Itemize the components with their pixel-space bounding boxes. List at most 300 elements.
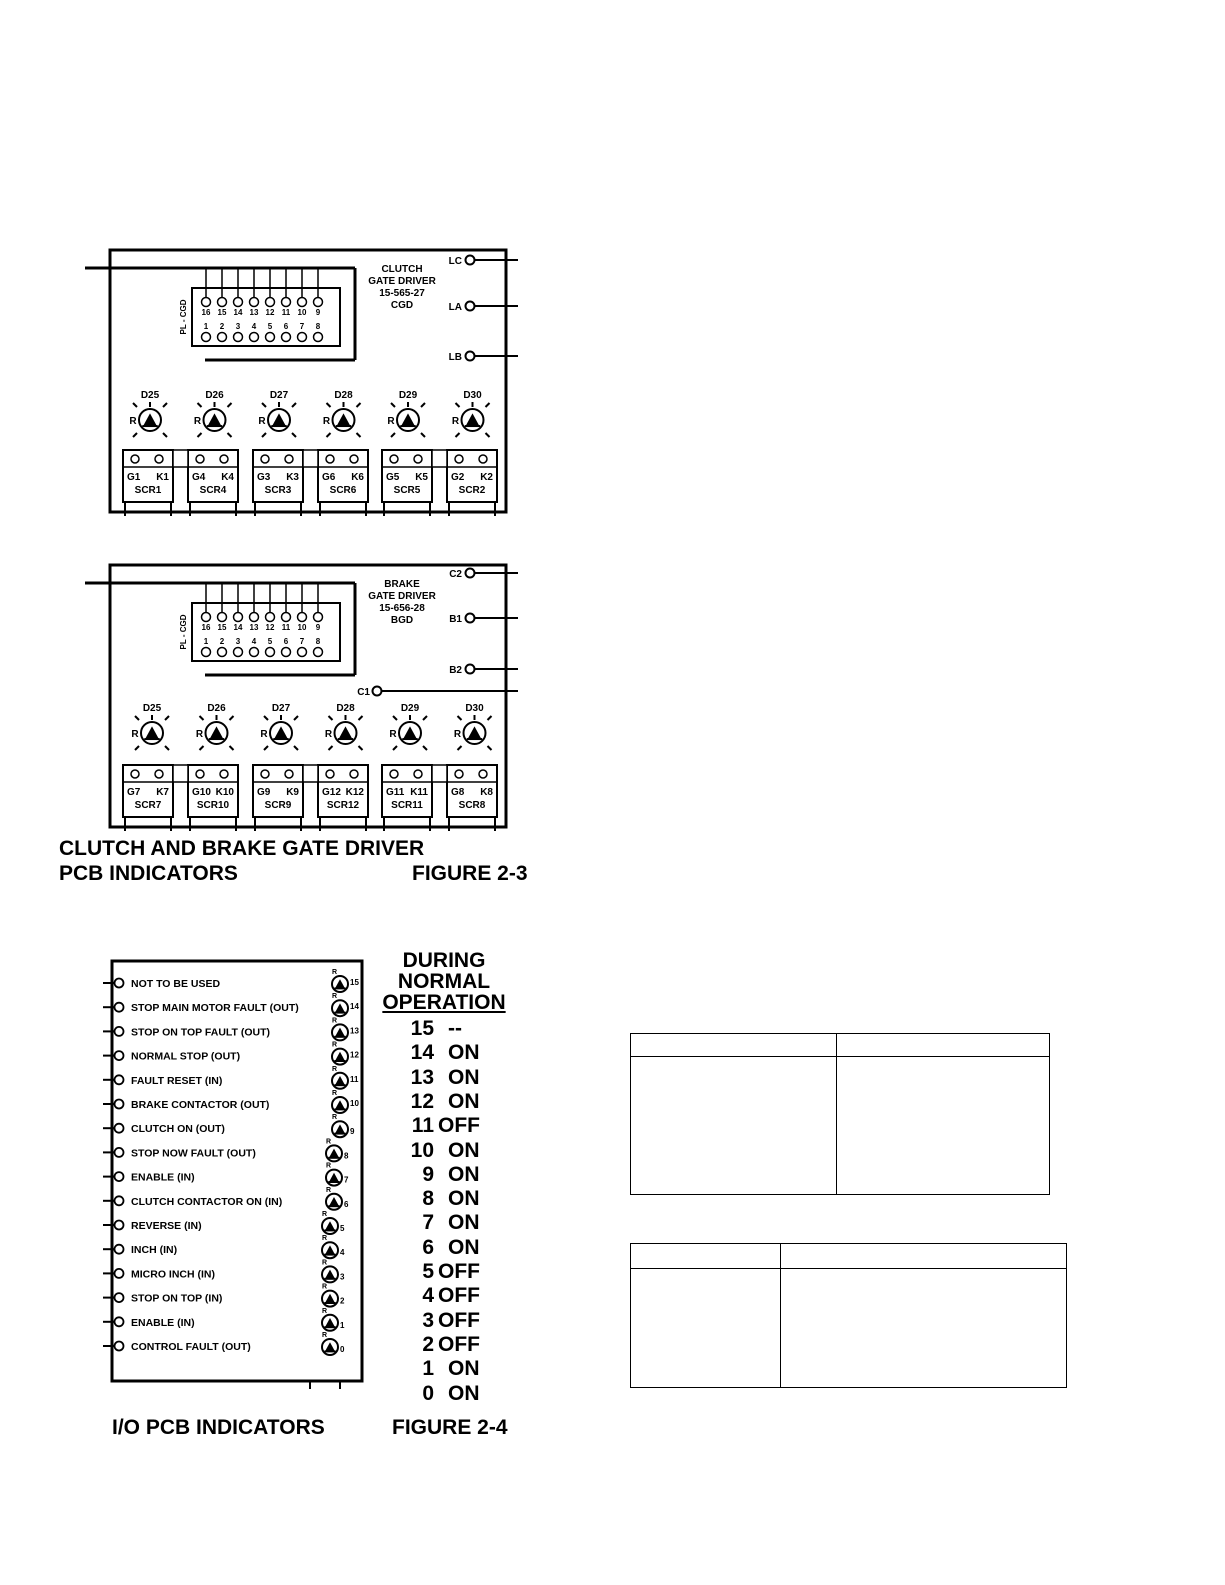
pin-bottom-label: 1 [203,322,209,331]
io-led [332,1073,348,1089]
brake-gate-driver-diagram [0,555,560,840]
diode-led [270,722,292,744]
state-number: 14 [410,1041,434,1065]
scr-cathode-label: K3 [286,472,299,483]
io-led [322,1315,338,1331]
terminal-label: C1 [357,687,370,698]
diode-led [206,722,228,744]
scr-name-label: SCR7 [134,800,162,811]
pin-bottom-label: 7 [299,637,305,646]
diode-led [399,722,421,744]
state-row [400,1114,510,1138]
diode-led [141,722,163,744]
pin-top-label: 14 [233,308,243,317]
pin-top [282,298,291,307]
io-led-number: 7 [344,1175,349,1185]
figure-2-3-title [59,836,424,886]
io-led-r: R [322,1283,328,1291]
io-terminal [115,1221,124,1230]
scr-cathode-label: K6 [351,472,364,483]
pin-top-label: 15 [217,623,227,632]
state-number: 7 [422,1211,434,1235]
empty-table-2-header [631,1244,1066,1269]
scr-block [188,765,238,831]
state-row [400,1260,510,1284]
state-row [400,1284,510,1308]
diode-led [204,409,226,431]
io-signal-label: STOP ON TOP (IN) [131,1292,223,1305]
board-title-line: 15-565-27 [379,288,425,299]
normal-operation-heading [378,950,510,1013]
io-led-r: R [332,1090,338,1097]
scr-cathode-label: K8 [480,787,493,798]
scr-gate-label: G8 [451,787,465,798]
state-row [400,1382,510,1406]
io-signal-label: STOP ON TOP FAULT (OUT) [131,1026,271,1039]
scr-block [253,765,303,831]
io-signal-label: FAULT RESET (IN) [131,1074,223,1087]
io-led-r: R [332,969,338,976]
board-title-line: 15-656-28 [379,603,425,614]
io-signal-label: STOP NOW FAULT (OUT) [131,1147,256,1160]
io-signal-label: STOP MAIN MOTOR FAULT (OUT) [131,1002,299,1015]
scr-cathode-label: K5 [415,472,428,483]
pin-bottom-label: 3 [235,322,241,331]
io-led [332,1049,348,1065]
diode-r-label: R [258,416,266,427]
scr-gate-label: G10 [192,787,211,798]
scr-block [447,450,497,516]
io-led-number: 2 [340,1296,345,1306]
board-title-line: CLUTCH [381,264,423,275]
board-title-line: CGD [390,300,414,311]
io-terminal [115,1342,124,1351]
pin-bottom [250,648,259,657]
empty-table-2-divider [780,1244,781,1387]
board-title-line: BRAKE [384,579,420,590]
io-pcb-diagram [95,955,375,1395]
io-led [322,1339,338,1355]
clutch-gate-driver-diagram [0,240,560,525]
state-row [400,1090,510,1114]
diode-led [268,409,290,431]
terminal [466,302,475,311]
io-terminal [115,1317,124,1326]
scr-block [123,450,173,516]
pin-bottom-label: 1 [203,637,209,646]
pin-bottom [314,333,323,342]
io-led [332,1097,348,1113]
diode-r-label: R [453,729,462,740]
io-led-r: R [332,1114,338,1122]
state-number: 3 [422,1308,434,1332]
io-terminal [115,1269,124,1278]
state-value: OFF [438,1114,480,1138]
io-led [332,1024,348,1040]
state-value: ON [448,1162,480,1186]
pin-top-label: 12 [265,623,275,632]
state-value: ON [448,1089,480,1113]
scr-block [253,450,303,516]
io-signal-label: NORMAL STOP (OUT) [131,1050,241,1063]
diode-r-label: R [387,416,395,427]
scr-name-label: SCR4 [199,485,227,496]
terminal-label: C2 [449,569,462,580]
terminal-label: LB [448,352,462,363]
scr-block [188,450,238,516]
state-value: ON [448,1381,480,1405]
state-row [400,1309,510,1333]
state-row [400,1211,510,1235]
scr-name-label: SCR12 [326,800,360,811]
pin-bottom-label: 6 [283,637,289,646]
scr-name-label: SCR10 [196,800,230,811]
pin-top [266,613,275,622]
io-led-number: 1 [340,1320,345,1330]
pin-bottom [266,648,275,657]
state-number: 2 [422,1332,434,1356]
io-signal-label: CONTROL FAULT (OUT) [131,1341,251,1353]
scr-gate-label: G12 [322,787,341,798]
io-signal-label: ENABLE (IN) [131,1316,195,1329]
state-value: ON [448,1065,480,1089]
io-led-r: R [326,1162,332,1170]
io-led-number: 9 [350,1127,355,1137]
terminal [466,614,475,623]
pin-bottom-label: 7 [299,322,305,331]
board-title-line: BGD [390,615,414,626]
block-bridge [303,765,318,782]
io-signal-label: ENABLE (IN) [131,1171,195,1184]
diode-r-label: R [322,416,331,427]
io-led-r: R [326,1138,332,1146]
pin-top-label: 11 [281,308,291,317]
terminal-label: LA [448,302,462,313]
pin-bottom [202,333,211,342]
scr-block [382,765,432,831]
scr-gate-label: G6 [322,472,336,483]
io-terminal [115,1196,124,1205]
state-row [400,1333,510,1357]
empty-table-1-header [631,1034,1049,1057]
io-led-number: 0 [340,1345,345,1354]
state-number: 0 [422,1381,434,1405]
heading-line-operation: OPERATION [382,991,506,1014]
io-led-r: R [322,1332,328,1339]
scr-name-label: SCR9 [264,800,292,811]
block-bridge [432,765,447,782]
state-row [400,1163,510,1187]
io-terminal [115,1172,124,1181]
heading-line-normal: NORMAL [397,970,491,993]
io-led [326,1170,342,1186]
pin-top [314,298,323,307]
pin-bottom-label: 5 [267,322,273,331]
figure-2-3-label: FIGURE 2-3 [412,862,528,885]
io-led [332,976,348,992]
io-led-r: R [322,1235,328,1243]
pin-top-label: 10 [297,623,307,632]
pin-top [266,298,275,307]
pin-top [202,613,211,622]
diode-led [397,409,419,431]
diode-label: D26 [207,703,226,714]
io-terminal [115,1051,124,1060]
io-signal-label: NOT TO BE USED [131,978,221,990]
io-led-r: R [332,993,338,1001]
io-led-r: R [326,1186,332,1194]
scr-gate-label: G4 [192,472,206,483]
pin-bottom-label: 5 [267,637,273,646]
state-row [400,1017,510,1041]
scr-block [318,450,368,516]
state-value: ON [448,1041,480,1065]
pin-top [218,613,227,622]
diode-label: D28 [336,703,355,714]
pin-top [298,298,307,307]
diode-led [462,409,484,431]
io-terminal [115,1293,124,1302]
scr-name-label: SCR1 [134,485,162,496]
pin-bottom-label: 2 [219,637,225,646]
scr-name-label: SCR5 [393,485,421,496]
io-led-number: 14 [350,1002,359,1012]
io-terminal [115,1027,124,1036]
diode-label: D25 [142,703,162,714]
scr-block [123,765,173,831]
scr-cathode-label: K9 [286,787,299,798]
diode-label: D26 [205,390,224,401]
diode-label: D29 [398,390,418,401]
terminal [466,256,475,265]
pin-top-label: 13 [249,308,259,317]
empty-table-1 [630,1033,1050,1195]
io-led-number: 15 [350,978,359,987]
pin-bottom-label: 2 [219,322,225,331]
pin-top-label: 9 [315,623,321,632]
io-led-number: 10 [350,1099,359,1108]
diode-label: D27 [269,390,289,401]
terminal [466,352,475,361]
diode-led [333,409,355,431]
io-led-r: R [322,1259,328,1267]
scr-cathode-label: K4 [221,472,234,483]
state-row [400,1139,510,1163]
io-led [322,1291,338,1307]
scr-gate-label: G3 [257,472,271,483]
pin-bottom-label: 8 [315,322,321,331]
io-led-number: 13 [350,1026,359,1036]
diode-r-label: R [195,729,204,740]
io-signal-label: MICRO INCH (IN) [131,1268,215,1281]
scr-gate-label: G5 [386,472,400,483]
state-row [400,1066,510,1090]
scr-name-label: SCR6 [329,485,357,496]
io-terminal [115,1003,124,1012]
terminal [373,687,382,696]
io-terminal [115,1124,124,1133]
pin-top-label: 9 [315,308,321,317]
pin-top-label: 16 [201,623,211,632]
state-value: ON [448,1211,480,1235]
pin-bottom-label: 6 [283,322,289,331]
io-led [322,1266,338,1282]
diode-r-label: R [389,729,397,740]
pin-bottom-label: 8 [315,637,321,646]
pin-bottom-label: 4 [251,322,257,331]
scr-cathode-label: K10 [215,787,234,798]
state-value: ON [448,1187,480,1211]
heading-line-during: DURING [402,949,486,972]
diode-r-label: R [193,416,202,427]
state-value: OFF [438,1332,480,1356]
state-number: 6 [422,1235,434,1259]
io-terminal [115,979,124,988]
state-row [400,1187,510,1211]
pin-top-label: 14 [233,623,243,632]
state-number: 9 [422,1162,434,1186]
io-led [326,1145,342,1161]
figure-2-4-label: FIGURE 2-4 [392,1416,508,1439]
diode-r-label: R [260,729,268,740]
scr-cathode-label: K7 [156,787,169,798]
io-led [332,1121,348,1137]
block-bridge [432,450,447,467]
diode-label: D30 [463,390,482,401]
io-signal-label: CLUTCH ON (OUT) [131,1123,225,1136]
connector-label: PL - CGD [179,614,188,650]
io-led-number: 5 [340,1224,345,1233]
scr-block [318,765,368,831]
state-value: OFF [438,1260,480,1283]
scr-cathode-label: K11 [410,787,428,798]
pin-top-label: 13 [249,623,259,632]
scr-gate-label: G1 [127,472,141,483]
diode-r-label: R [129,416,137,427]
state-number: 15 [410,1017,434,1040]
state-number: 11 [411,1114,434,1138]
io-signal-label: INCH (IN) [131,1244,178,1257]
terminal-label: B1 [449,614,462,625]
pin-bottom-label: 3 [235,637,241,646]
io-led-r: R [322,1307,328,1315]
board-title-line: GATE DRIVER [368,276,436,287]
figure-2-4-title: I/O PCB INDICATORS [112,1416,325,1439]
scr-gate-label: G2 [451,472,465,483]
state-number: 4 [422,1284,434,1308]
pin-top [234,613,243,622]
io-led-r: R [322,1211,328,1218]
state-row [400,1236,510,1260]
diode-label: D25 [140,390,160,401]
pin-top-label: 16 [201,308,211,317]
io-led [322,1242,338,1258]
io-terminal [115,1245,124,1254]
state-number: 13 [410,1065,434,1089]
pin-bottom [202,648,211,657]
io-led-number: 4 [340,1248,345,1258]
block-bridge [173,450,188,467]
diode-r-label: R [451,416,460,427]
state-value: OFF [438,1284,480,1308]
pin-top [250,613,259,622]
terminal [466,569,475,578]
connector-label: PL - CGD [179,299,188,335]
io-led-number: 12 [350,1050,359,1060]
pin-top [202,298,211,307]
io-led-number: 8 [344,1151,349,1161]
state-number: 12 [410,1089,434,1113]
state-number: 1 [422,1357,434,1381]
io-terminal [115,1075,124,1084]
diode-label: D29 [400,703,420,714]
io-led-number: 3 [340,1272,345,1282]
empty-table-1-divider [836,1034,837,1194]
io-signal-label: BRAKE CONTACTOR (OUT) [131,1099,270,1111]
diode-led [139,409,161,431]
pin-bottom [282,648,291,657]
io-led [332,1000,348,1016]
pin-top [234,298,243,307]
pin-top-label: 12 [265,308,275,317]
io-signal-label: REVERSE (IN) [131,1220,202,1232]
scr-cathode-label: K12 [345,787,364,798]
scr-gate-label: G7 [127,787,141,798]
scr-cathode-label: K2 [480,472,493,483]
io-led-number: 6 [344,1199,349,1209]
state-row [400,1041,510,1065]
pin-bottom [314,648,323,657]
state-value: OFF [438,1308,480,1332]
terminal-label: B2 [449,665,462,676]
pin-top [314,613,323,622]
terminal [466,665,475,674]
figure-2-3-title-line2: PCB INDICATORS [59,862,238,885]
state-value: -- [448,1017,462,1040]
state-row [400,1357,510,1381]
diode-led [464,722,486,744]
pin-top-label: 15 [217,308,227,317]
io-led-r: R [332,1065,338,1073]
scr-block [447,765,497,831]
diode-label: D30 [465,703,484,714]
pin-bottom [234,333,243,342]
io-signal-label: CLUTCH CONTACTOR ON (IN) [131,1195,283,1208]
state-value: ON [448,1357,480,1381]
block-bridge [173,765,188,782]
state-number: 10 [410,1138,434,1162]
scr-name-label: SCR3 [264,485,292,496]
pin-bottom [218,648,227,657]
pin-bottom [250,333,259,342]
io-led [326,1194,342,1210]
diode-label: D27 [271,703,291,714]
diode-r-label: R [324,729,333,740]
io-led-r: R [332,1041,338,1049]
figure-2-3-title-line1: CLUTCH AND BRAKE GATE DRIVER [59,837,425,860]
diode-r-label: R [131,729,139,740]
pin-top-label: 11 [281,623,291,632]
pin-top [282,613,291,622]
diode-label: D28 [334,390,353,401]
scr-gate-label: G11 [386,787,405,798]
pin-bottom [266,333,275,342]
pin-top [218,298,227,307]
pin-bottom [234,648,243,657]
state-number: 8 [422,1187,434,1211]
state-number: 5 [422,1260,434,1283]
pin-top [250,298,259,307]
